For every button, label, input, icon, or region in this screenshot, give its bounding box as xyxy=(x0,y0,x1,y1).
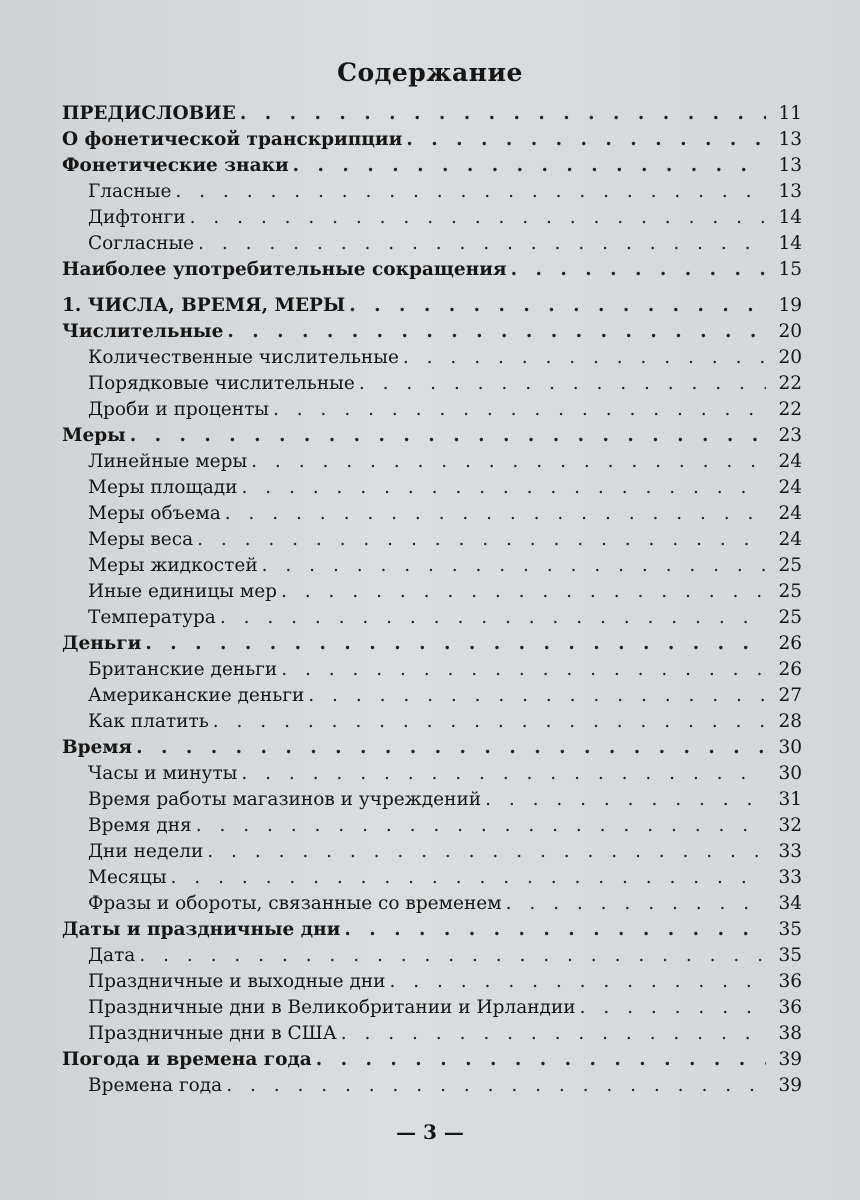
toc-leader-dots xyxy=(227,319,766,345)
toc-entry-page: 24 xyxy=(778,503,802,524)
toc-entry xyxy=(62,813,802,839)
toc-entry-label: Порядковые числительные xyxy=(88,373,355,394)
toc-entry-page: 14 xyxy=(778,233,802,254)
toc-entry-page: 28 xyxy=(778,711,802,732)
toc-leader-dots xyxy=(220,605,766,631)
toc-entry xyxy=(62,257,802,283)
toc-leader-dots xyxy=(213,709,766,735)
toc-entry-page: 24 xyxy=(778,529,802,550)
toc-leader-dots xyxy=(175,179,766,205)
toc-entry-page: 25 xyxy=(778,581,802,602)
toc-entry-label: Меры жидкостей xyxy=(88,555,258,576)
toc-entry xyxy=(62,127,802,153)
toc-entry-label: Дифтонги xyxy=(88,207,186,228)
toc-entry-page: 15 xyxy=(778,259,802,280)
toc-leader-dots xyxy=(341,1021,766,1047)
toc-entry-label: Согласные xyxy=(88,233,195,254)
toc-leader-dots xyxy=(403,345,766,371)
toc-leader-dots xyxy=(251,449,766,475)
toc-leader-dots xyxy=(349,293,766,319)
toc-entry-page: 33 xyxy=(778,867,802,888)
toc-entry xyxy=(62,787,802,813)
toc-entry-page: 30 xyxy=(778,763,802,784)
toc-entry-label: Американские деньги xyxy=(88,685,305,706)
toc-entry xyxy=(62,475,802,501)
toc-entry-label: Праздничные дни в Великобритании и Ирландии xyxy=(88,997,576,1018)
toc-entry xyxy=(62,579,802,605)
toc-entry-page: 13 xyxy=(778,155,802,176)
toc-leader-dots xyxy=(190,205,766,231)
toc-entry xyxy=(62,527,802,553)
toc-entry-label: Меры xyxy=(62,425,126,446)
toc-leader-dots xyxy=(390,969,766,995)
toc-entry xyxy=(62,761,802,787)
toc-leader-dots xyxy=(240,101,766,127)
toc-entry-page: 34 xyxy=(778,893,802,914)
toc-entry xyxy=(62,709,802,735)
toc-entry-label: Погода и времена года xyxy=(62,1049,312,1070)
toc-entry xyxy=(62,839,802,865)
toc-entry-label: Даты и праздничные дни xyxy=(62,919,341,940)
toc-entry xyxy=(62,553,802,579)
toc-entry-page: 11 xyxy=(778,103,802,124)
page-number: — 3 — xyxy=(396,1120,464,1144)
toc-entry xyxy=(62,231,802,257)
table-of-contents xyxy=(62,101,802,1099)
toc-entry-label: Фразы и обороты, связанные со временем xyxy=(88,893,502,914)
toc-entry-page: 13 xyxy=(778,181,802,202)
toc-entry-page: 14 xyxy=(778,207,802,228)
toc-entry-label: Наиболее употребительные сокращения xyxy=(62,259,507,280)
toc-leader-dots xyxy=(506,891,766,917)
toc-entry xyxy=(62,501,802,527)
toc-entry xyxy=(62,371,802,397)
toc-entry-label: Как платить xyxy=(88,711,209,732)
toc-entry xyxy=(62,1021,802,1047)
toc-entry-page: 30 xyxy=(778,737,802,758)
toc-leader-dots xyxy=(293,153,766,179)
toc-entry-page: 20 xyxy=(778,321,802,342)
toc-entry-page: 22 xyxy=(778,373,802,394)
toc-entry xyxy=(62,101,802,127)
toc-entry xyxy=(62,969,802,995)
toc-entry xyxy=(62,1073,802,1099)
toc-entry-page: 35 xyxy=(778,919,802,940)
toc-entry-label: Праздничные и выходные дни xyxy=(88,971,386,992)
toc-entry-label: Дата xyxy=(88,945,136,966)
toc-entry xyxy=(62,423,802,449)
toc-leader-dots xyxy=(139,943,766,969)
toc-leader-dots xyxy=(197,527,766,553)
toc-leader-dots xyxy=(130,423,766,449)
toc-entry-page: 20 xyxy=(778,347,802,368)
toc-entry xyxy=(62,865,802,891)
toc-entry-page: 19 xyxy=(778,295,802,316)
toc-leader-dots xyxy=(485,787,766,813)
toc-entry-page: 38 xyxy=(778,1023,802,1044)
page-title: Содержание xyxy=(337,58,523,87)
toc-entry-label: Месяцы xyxy=(88,867,167,888)
toc-entry xyxy=(62,735,802,761)
toc-entry xyxy=(62,1047,802,1073)
toc-entry-label: Меры объема xyxy=(88,503,221,524)
toc-entry-label: Время работы магазинов и учреждений xyxy=(88,789,482,810)
toc-entry-page: 36 xyxy=(778,971,802,992)
toc-entry-label: Меры веса xyxy=(88,529,194,550)
toc-entry-label: Температура xyxy=(88,607,216,628)
toc-leader-dots xyxy=(225,501,766,527)
toc-leader-dots xyxy=(316,1047,766,1073)
toc-entry xyxy=(62,397,802,423)
toc-leader-dots xyxy=(241,761,766,787)
toc-entry-label: 1. ЧИСЛА, ВРЕМЯ, МЕРЫ xyxy=(62,295,346,316)
toc-entry-page: 13 xyxy=(778,129,802,150)
toc-entry-label: Меры площади xyxy=(88,477,238,498)
toc-entry-label: Числительные xyxy=(62,321,224,342)
toc-entry-label: ПРЕДИСЛОВИЕ xyxy=(62,103,236,124)
toc-leader-dots xyxy=(136,735,766,761)
toc-leader-dots xyxy=(207,839,766,865)
toc-entry xyxy=(62,345,802,371)
toc-leader-dots xyxy=(511,257,766,283)
toc-leader-dots xyxy=(406,127,766,153)
toc-entry-page: 25 xyxy=(778,555,802,576)
toc-entry-label: Деньги xyxy=(62,633,142,654)
toc-entry-page: 31 xyxy=(778,789,802,810)
toc-leader-dots xyxy=(198,231,766,257)
toc-entry xyxy=(62,319,802,345)
toc-entry xyxy=(62,995,802,1021)
toc-entry xyxy=(62,943,802,969)
toc-entry xyxy=(62,917,802,943)
toc-entry-page: 33 xyxy=(778,841,802,862)
toc-leader-dots xyxy=(308,683,766,709)
toc-entry-label: Иные единицы мер xyxy=(88,581,278,602)
toc-leader-dots xyxy=(344,917,766,943)
toc-entry-label: Время дня xyxy=(88,815,192,836)
toc-leader-dots xyxy=(145,631,766,657)
toc-entry-label: Времена года xyxy=(88,1075,223,1096)
toc-entry xyxy=(62,179,802,205)
toc-entry-label: Дни недели xyxy=(88,841,204,862)
toc-entry-label: Гласные xyxy=(88,181,172,202)
toc-entry-page: 23 xyxy=(778,425,802,446)
toc-entry-page: 27 xyxy=(778,685,802,706)
toc-entry xyxy=(62,683,802,709)
toc-entry-label: О фонетической транскрипции xyxy=(62,129,403,150)
toc-entry-label: Количественные числительные xyxy=(88,347,399,368)
toc-entry xyxy=(62,449,802,475)
toc-entry-label: Фонетические знаки xyxy=(62,155,289,176)
toc-entry-page: 22 xyxy=(778,399,802,420)
toc-entry-label: Британские деньги xyxy=(88,659,278,680)
toc-entry xyxy=(62,891,802,917)
toc-entry xyxy=(62,293,802,319)
toc-leader-dots xyxy=(281,579,766,605)
toc-entry xyxy=(62,205,802,231)
toc-leader-dots xyxy=(262,553,766,579)
toc-leader-dots xyxy=(273,397,766,423)
toc-entry xyxy=(62,605,802,631)
toc-entry-page: 32 xyxy=(778,815,802,836)
toc-leader-dots xyxy=(242,475,766,501)
toc-entry-page: 39 xyxy=(778,1075,802,1096)
toc-entry-page: 26 xyxy=(778,633,802,654)
toc-leader-dots xyxy=(226,1073,766,1099)
toc-entry-page: 35 xyxy=(778,945,802,966)
toc-leader-dots xyxy=(281,657,766,683)
toc-entry-label: Часы и минуты xyxy=(88,763,238,784)
toc-leader-dots xyxy=(196,813,766,839)
toc-entry-label: Время xyxy=(62,737,133,758)
toc-entry xyxy=(62,657,802,683)
toc-entry-page: 39 xyxy=(778,1049,802,1070)
toc-entry-label: Праздничные дни в США xyxy=(88,1023,337,1044)
toc-leader-dots xyxy=(359,371,766,397)
toc-entry-page: 25 xyxy=(778,607,802,628)
toc-entry-page: 26 xyxy=(778,659,802,680)
toc-leader-dots xyxy=(580,995,766,1021)
toc-entry xyxy=(62,153,802,179)
toc-entry-page: 36 xyxy=(778,997,802,1018)
toc-entry-page: 24 xyxy=(778,477,802,498)
toc-entry-label: Линейные меры xyxy=(88,451,248,472)
toc-leader-dots xyxy=(171,865,766,891)
toc-entry-label: Дроби и проценты xyxy=(88,399,270,420)
toc-entry-page: 24 xyxy=(778,451,802,472)
toc-entry xyxy=(62,631,802,657)
